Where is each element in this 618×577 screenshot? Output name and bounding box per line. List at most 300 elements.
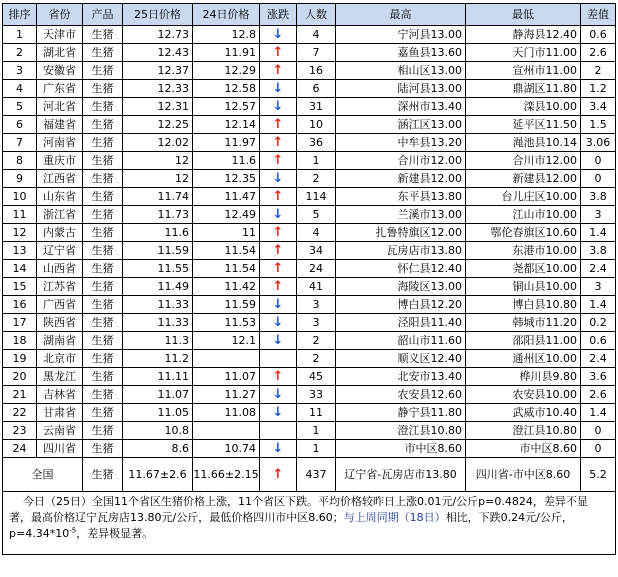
product-cell: 生猪: [83, 314, 123, 332]
col-header-price-25: 25日价格: [123, 4, 193, 26]
arrow-up-icon: ↑: [272, 242, 284, 258]
diff-cell: 2.6: [581, 386, 616, 404]
price-25-cell: 8.6: [123, 440, 193, 458]
price-24-cell: 10.74: [193, 440, 260, 458]
product-cell: 生猪: [83, 134, 123, 152]
change-cell: [260, 314, 297, 332]
product-cell: 生猪: [83, 188, 123, 206]
national-product: 生猪: [83, 458, 123, 492]
price-24-cell: 12.29: [193, 62, 260, 80]
province-cell: 辽宁省: [37, 242, 83, 260]
count-cell: 1: [297, 440, 336, 458]
price-25-cell: 11.07: [123, 386, 193, 404]
rank-cell: 24: [3, 440, 37, 458]
change-cell: [260, 134, 297, 152]
rank-cell: 22: [3, 404, 37, 422]
national-lowest: 四川省-市中区8.60: [466, 458, 581, 492]
lowest-cell: 博白县10.80: [466, 296, 581, 314]
change-cell: [260, 26, 297, 44]
arrow-up-icon: ↑: [272, 368, 284, 384]
province-cell: 江西省: [37, 170, 83, 188]
table-row: [3, 188, 616, 206]
price-25-cell: 11.55: [123, 260, 193, 278]
rank-cell: 10: [3, 188, 37, 206]
change-cell: [260, 224, 297, 242]
col-header-lowest: 最低: [466, 4, 581, 26]
national-price-24: 11.66±2.15: [193, 458, 260, 492]
highest-cell: 静宁县11.80: [336, 404, 466, 422]
table-row: [3, 404, 616, 422]
product-cell: 生猪: [83, 62, 123, 80]
product-cell: 生猪: [83, 170, 123, 188]
arrow-down-icon: ↓: [272, 206, 284, 222]
change-cell: [260, 98, 297, 116]
price-24-cell: 11.97: [193, 134, 260, 152]
change-cell: [260, 44, 297, 62]
count-cell: 1: [297, 422, 336, 440]
table-row: [3, 152, 616, 170]
price-24-cell: 11.07: [193, 368, 260, 386]
product-cell: 生猪: [83, 242, 123, 260]
national-count: 437: [297, 458, 336, 492]
product-cell: 生猪: [83, 350, 123, 368]
province-cell: 河北省: [37, 98, 83, 116]
diff-cell: 3.6: [581, 368, 616, 386]
arrow-down-icon: ↓: [272, 26, 284, 42]
rank-cell: 21: [3, 386, 37, 404]
price-24-cell: 11.91: [193, 44, 260, 62]
highest-cell: 市中区8.60: [336, 440, 466, 458]
count-cell: 114: [297, 188, 336, 206]
national-summary-row: [3, 458, 616, 492]
highest-cell: 顺义区12.40: [336, 350, 466, 368]
lowest-cell: 延平区11.50: [466, 116, 581, 134]
diff-cell: 3: [581, 206, 616, 224]
header-row: [3, 4, 616, 26]
highest-cell: 瓦房店市13.80: [336, 242, 466, 260]
price-24-cell: [193, 422, 260, 440]
price-24-cell: 11.54: [193, 242, 260, 260]
lowest-cell: 江山市10.00: [466, 206, 581, 224]
price-24-cell: 12.8: [193, 26, 260, 44]
province-cell: 天津市: [37, 26, 83, 44]
change-cell: [260, 332, 297, 350]
lowest-cell: 渑池县10.14: [466, 134, 581, 152]
count-cell: 45: [297, 368, 336, 386]
change-cell: [260, 170, 297, 188]
lowest-cell: 新建县12.00: [466, 170, 581, 188]
rank-cell: 9: [3, 170, 37, 188]
table-row: [3, 224, 616, 242]
count-cell: 34: [297, 242, 336, 260]
arrow-up-icon: ↑: [272, 62, 284, 78]
product-cell: 生猪: [83, 296, 123, 314]
rank-cell: 15: [3, 278, 37, 296]
count-cell: 4: [297, 26, 336, 44]
product-cell: 生猪: [83, 278, 123, 296]
arrow-down-icon: ↓: [272, 314, 284, 330]
arrow-up-icon: ↑: [272, 152, 284, 168]
col-header-count: 人数: [297, 4, 336, 26]
price-25-cell: 12: [123, 152, 193, 170]
rank-cell: 12: [3, 224, 37, 242]
lowest-cell: 韩城市11.20: [466, 314, 581, 332]
lowest-cell: 台儿庄区10.00: [466, 188, 581, 206]
change-cell: [260, 80, 297, 98]
lowest-cell: 铜山县10.00: [466, 278, 581, 296]
note-row: [3, 492, 616, 555]
rank-cell: 13: [3, 242, 37, 260]
diff-cell: 3: [581, 278, 616, 296]
note-text-4: ，差异极显著。: [76, 527, 154, 540]
price-24-cell: 11.6: [193, 152, 260, 170]
province-cell: 陕西省: [37, 314, 83, 332]
highest-cell: 嘉鱼县13.60: [336, 44, 466, 62]
price-24-cell: 11.27: [193, 386, 260, 404]
table-row: [3, 332, 616, 350]
product-cell: 生猪: [83, 404, 123, 422]
product-cell: 生猪: [83, 116, 123, 134]
rank-cell: 1: [3, 26, 37, 44]
table-row: [3, 134, 616, 152]
diff-cell: 1.4: [581, 404, 616, 422]
highest-cell: 扎鲁特旗区12.00: [336, 224, 466, 242]
price-24-cell: 12.1: [193, 332, 260, 350]
table-row: [3, 242, 616, 260]
province-cell: 江苏省: [37, 278, 83, 296]
table-row: [3, 422, 616, 440]
change-cell: [260, 242, 297, 260]
price-24-cell: 11.54: [193, 260, 260, 278]
lowest-cell: 鼎湖区11.80: [466, 80, 581, 98]
table-row: [3, 368, 616, 386]
col-header-change: 涨跌: [260, 4, 297, 26]
col-header-rank: 排序: [3, 4, 37, 26]
count-cell: 7: [297, 44, 336, 62]
change-cell: [260, 296, 297, 314]
highest-cell: 涵江区13.00: [336, 116, 466, 134]
price-25-cell: 11.59: [123, 242, 193, 260]
arrow-down-icon: ↓: [272, 98, 284, 114]
table-row: [3, 206, 616, 224]
highest-cell: 宁河县13.00: [336, 26, 466, 44]
province-cell: 山西省: [37, 260, 83, 278]
highest-cell: 博白县12.20: [336, 296, 466, 314]
product-cell: 生猪: [83, 80, 123, 98]
product-cell: 生猪: [83, 368, 123, 386]
rank-cell: 5: [3, 98, 37, 116]
price-24-cell: 11.42: [193, 278, 260, 296]
change-cell: [260, 62, 297, 80]
arrow-down-icon: ↓: [272, 296, 284, 312]
highest-cell: 深州市13.40: [336, 98, 466, 116]
price-report-sheet: [2, 3, 615, 555]
change-cell: [260, 152, 297, 170]
arrow-up-icon: ↑: [272, 278, 284, 294]
lowest-cell: 通州区10.00: [466, 350, 581, 368]
province-cell: 甘肃省: [37, 404, 83, 422]
diff-cell: 0.6: [581, 26, 616, 44]
national-label: 全国: [3, 458, 83, 492]
rank-cell: 3: [3, 62, 37, 80]
price-24-cell: [193, 350, 260, 368]
rank-cell: 7: [3, 134, 37, 152]
change-cell: [260, 350, 297, 368]
national-price-25: 11.67±2.6: [123, 458, 193, 492]
lowest-cell: 天门市11.00: [466, 44, 581, 62]
highest-cell: 新建县12.00: [336, 170, 466, 188]
price-25-cell: 10.8: [123, 422, 193, 440]
province-cell: 内蒙古: [37, 224, 83, 242]
table-row: [3, 350, 616, 368]
table-row: [3, 296, 616, 314]
count-cell: 6: [297, 80, 336, 98]
price-25-cell: 11.33: [123, 314, 193, 332]
arrow-up-icon: ↑: [272, 134, 284, 150]
diff-cell: 1.5: [581, 116, 616, 134]
diff-cell: 0.6: [581, 332, 616, 350]
count-cell: 2: [297, 350, 336, 368]
arrow-down-icon: ↓: [272, 440, 284, 456]
rank-cell: 2: [3, 44, 37, 62]
change-cell: [260, 368, 297, 386]
col-header-price-24: 24日价格: [193, 4, 260, 26]
product-cell: 生猪: [83, 332, 123, 350]
product-cell: 生猪: [83, 224, 123, 242]
diff-cell: 0.2: [581, 314, 616, 332]
lowest-cell: 东港市10.00: [466, 242, 581, 260]
province-cell: 云南省: [37, 422, 83, 440]
highest-cell: 中牟县13.20: [336, 134, 466, 152]
arrow-down-icon: ↓: [272, 80, 284, 96]
rank-cell: 18: [3, 332, 37, 350]
product-cell: 生猪: [83, 206, 123, 224]
count-cell: 31: [297, 98, 336, 116]
price-24-cell: 12.57: [193, 98, 260, 116]
lowest-cell: 澄江县10.80: [466, 422, 581, 440]
count-cell: 36: [297, 134, 336, 152]
lowest-cell: 静海县12.40: [466, 26, 581, 44]
summary-note: [3, 492, 616, 555]
col-header-product: 产品: [83, 4, 123, 26]
price-25-cell: 11.33: [123, 296, 193, 314]
province-cell: 浙江省: [37, 206, 83, 224]
product-cell: 生猪: [83, 440, 123, 458]
change-cell: [260, 404, 297, 422]
highest-cell: 海陵区13.00: [336, 278, 466, 296]
table-row: [3, 386, 616, 404]
table-row: [3, 278, 616, 296]
table-row: [3, 44, 616, 62]
diff-cell: 1.4: [581, 296, 616, 314]
rank-cell: 8: [3, 152, 37, 170]
price-25-cell: 11.74: [123, 188, 193, 206]
lowest-cell: 合川市12.00: [466, 152, 581, 170]
highest-cell: 东平县13.80: [336, 188, 466, 206]
price-24-cell: 12.58: [193, 80, 260, 98]
table-row: [3, 314, 616, 332]
diff-cell: 0: [581, 422, 616, 440]
highest-cell: 北安市13.40: [336, 368, 466, 386]
arrow-up-icon: ↑: [272, 44, 284, 60]
table-row: [3, 62, 616, 80]
rank-cell: 11: [3, 206, 37, 224]
lowest-cell: 农安县10.00: [466, 386, 581, 404]
rank-cell: 16: [3, 296, 37, 314]
province-cell: 吉林省: [37, 386, 83, 404]
product-cell: 生猪: [83, 422, 123, 440]
price-24-cell: 11.47: [193, 188, 260, 206]
national-change-cell: [260, 458, 297, 492]
product-cell: 生猪: [83, 26, 123, 44]
col-header-province: 省份: [37, 4, 83, 26]
highest-cell: 泾阳县11.40: [336, 314, 466, 332]
price-25-cell: 11.2: [123, 350, 193, 368]
table-row: [3, 260, 616, 278]
price-25-cell: 12.25: [123, 116, 193, 134]
price-25-cell: 12: [123, 170, 193, 188]
table-row: [3, 116, 616, 134]
price-25-cell: 12.33: [123, 80, 193, 98]
price-24-cell: 11.08: [193, 404, 260, 422]
diff-cell: 0: [581, 170, 616, 188]
rank-cell: 14: [3, 260, 37, 278]
rank-cell: 6: [3, 116, 37, 134]
count-cell: 33: [297, 386, 336, 404]
price-25-cell: 12.73: [123, 26, 193, 44]
diff-cell: 3.8: [581, 242, 616, 260]
arrow-down-icon: ↓: [272, 386, 284, 402]
change-cell: [260, 422, 297, 440]
product-cell: 生猪: [83, 98, 123, 116]
note-exponent: -5: [69, 526, 77, 535]
highest-cell: 相山区13.00: [336, 62, 466, 80]
count-cell: 3: [297, 314, 336, 332]
lowest-cell: 宣州市11.00: [466, 62, 581, 80]
diff-cell: 2.4: [581, 350, 616, 368]
price-25-cell: 12.02: [123, 134, 193, 152]
diff-cell: 2: [581, 62, 616, 80]
price-25-cell: 11.05: [123, 404, 193, 422]
table-row: [3, 98, 616, 116]
rank-cell: 4: [3, 80, 37, 98]
arrow-up-icon: ↑: [272, 224, 284, 240]
national-highest: 辽宁省-瓦房店市13.80: [336, 458, 466, 492]
diff-cell: 2.4: [581, 260, 616, 278]
rank-cell: 20: [3, 368, 37, 386]
product-cell: 生猪: [83, 152, 123, 170]
lowest-cell: 邵阳县11.00: [466, 332, 581, 350]
highest-cell: 兰溪市13.00: [336, 206, 466, 224]
arrow-down-icon: ↓: [272, 170, 284, 186]
rank-cell: 17: [3, 314, 37, 332]
province-cell: 黑龙江: [37, 368, 83, 386]
lowest-cell: 鄂伦春旗区10.60: [466, 224, 581, 242]
province-cell: 安徽省: [37, 62, 83, 80]
note-text-2: 与上周同期（18日）: [343, 511, 446, 524]
province-cell: 四川省: [37, 440, 83, 458]
price-24-cell: 12.49: [193, 206, 260, 224]
national-diff: 5.2: [581, 458, 616, 492]
price-25-cell: 11.6: [123, 224, 193, 242]
diff-cell: 0: [581, 152, 616, 170]
province-cell: 福建省: [37, 116, 83, 134]
product-cell: 生猪: [83, 386, 123, 404]
highest-cell: 陆河县13.00: [336, 80, 466, 98]
pig-price-table: [2, 3, 616, 555]
price-25-cell: 11.11: [123, 368, 193, 386]
lowest-cell: 滦县10.00: [466, 98, 581, 116]
product-cell: 生猪: [83, 44, 123, 62]
arrow-up-icon: ↑: [272, 466, 284, 482]
count-cell: 3: [297, 296, 336, 314]
price-25-cell: 11.3: [123, 332, 193, 350]
count-cell: 24: [297, 260, 336, 278]
arrow-up-icon: ↑: [272, 116, 284, 132]
count-cell: 2: [297, 170, 336, 188]
table-row: [3, 440, 616, 458]
count-cell: 1: [297, 152, 336, 170]
highest-cell: 怀仁县12.40: [336, 260, 466, 278]
province-cell: 湖南省: [37, 332, 83, 350]
product-cell: 生猪: [83, 260, 123, 278]
count-cell: 16: [297, 62, 336, 80]
table-row: [3, 170, 616, 188]
price-25-cell: 12.37: [123, 62, 193, 80]
price-25-cell: 12.43: [123, 44, 193, 62]
price-24-cell: 12.14: [193, 116, 260, 134]
rank-cell: 19: [3, 350, 37, 368]
table-row: [3, 80, 616, 98]
arrow-down-icon: ↓: [272, 404, 284, 420]
highest-cell: 农安县12.60: [336, 386, 466, 404]
price-24-cell: 11: [193, 224, 260, 242]
price-24-cell: 11.53: [193, 314, 260, 332]
diff-cell: 1.2: [581, 80, 616, 98]
price-24-cell: 11.59: [193, 296, 260, 314]
diff-cell: 0: [581, 440, 616, 458]
diff-cell: 3.4: [581, 98, 616, 116]
province-cell: 重庆市: [37, 152, 83, 170]
province-cell: 广东省: [37, 80, 83, 98]
change-cell: [260, 188, 297, 206]
province-cell: 北京市: [37, 350, 83, 368]
arrow-down-icon: ↓: [272, 332, 284, 348]
change-cell: [260, 440, 297, 458]
col-header-diff: 差值: [581, 4, 616, 26]
note-text-3: 相比，下跌0.24元/公斤，p=4.34*10: [9, 511, 573, 540]
arrow-up-icon: ↑: [272, 260, 284, 276]
highest-cell: 澄江县10.80: [336, 422, 466, 440]
arrow-up-icon: ↑: [272, 188, 284, 204]
highest-cell: 韶山市11.60: [336, 332, 466, 350]
lowest-cell: 尧都区10.00: [466, 260, 581, 278]
lowest-cell: 武威市10.40: [466, 404, 581, 422]
count-cell: 5: [297, 206, 336, 224]
count-cell: 2: [297, 332, 336, 350]
note-text-1: 今日（25日）全国11个省区生猪价格上涨，11个省区下跌。平均价格较昨日上涨0.01元/公斤p=0.4824，差异不显著，最高价格辽宁瓦房店13.80元/公斤，最低价格四川市中区8.60；: [9, 495, 588, 524]
change-cell: [260, 278, 297, 296]
lowest-cell: 市中区8.60: [466, 440, 581, 458]
diff-cell: 1.4: [581, 224, 616, 242]
diff-cell: 3.06: [581, 134, 616, 152]
province-cell: 山东省: [37, 188, 83, 206]
count-cell: 4: [297, 224, 336, 242]
count-cell: 11: [297, 404, 336, 422]
province-cell: 广西省: [37, 296, 83, 314]
rank-cell: 23: [3, 422, 37, 440]
price-25-cell: 12.31: [123, 98, 193, 116]
